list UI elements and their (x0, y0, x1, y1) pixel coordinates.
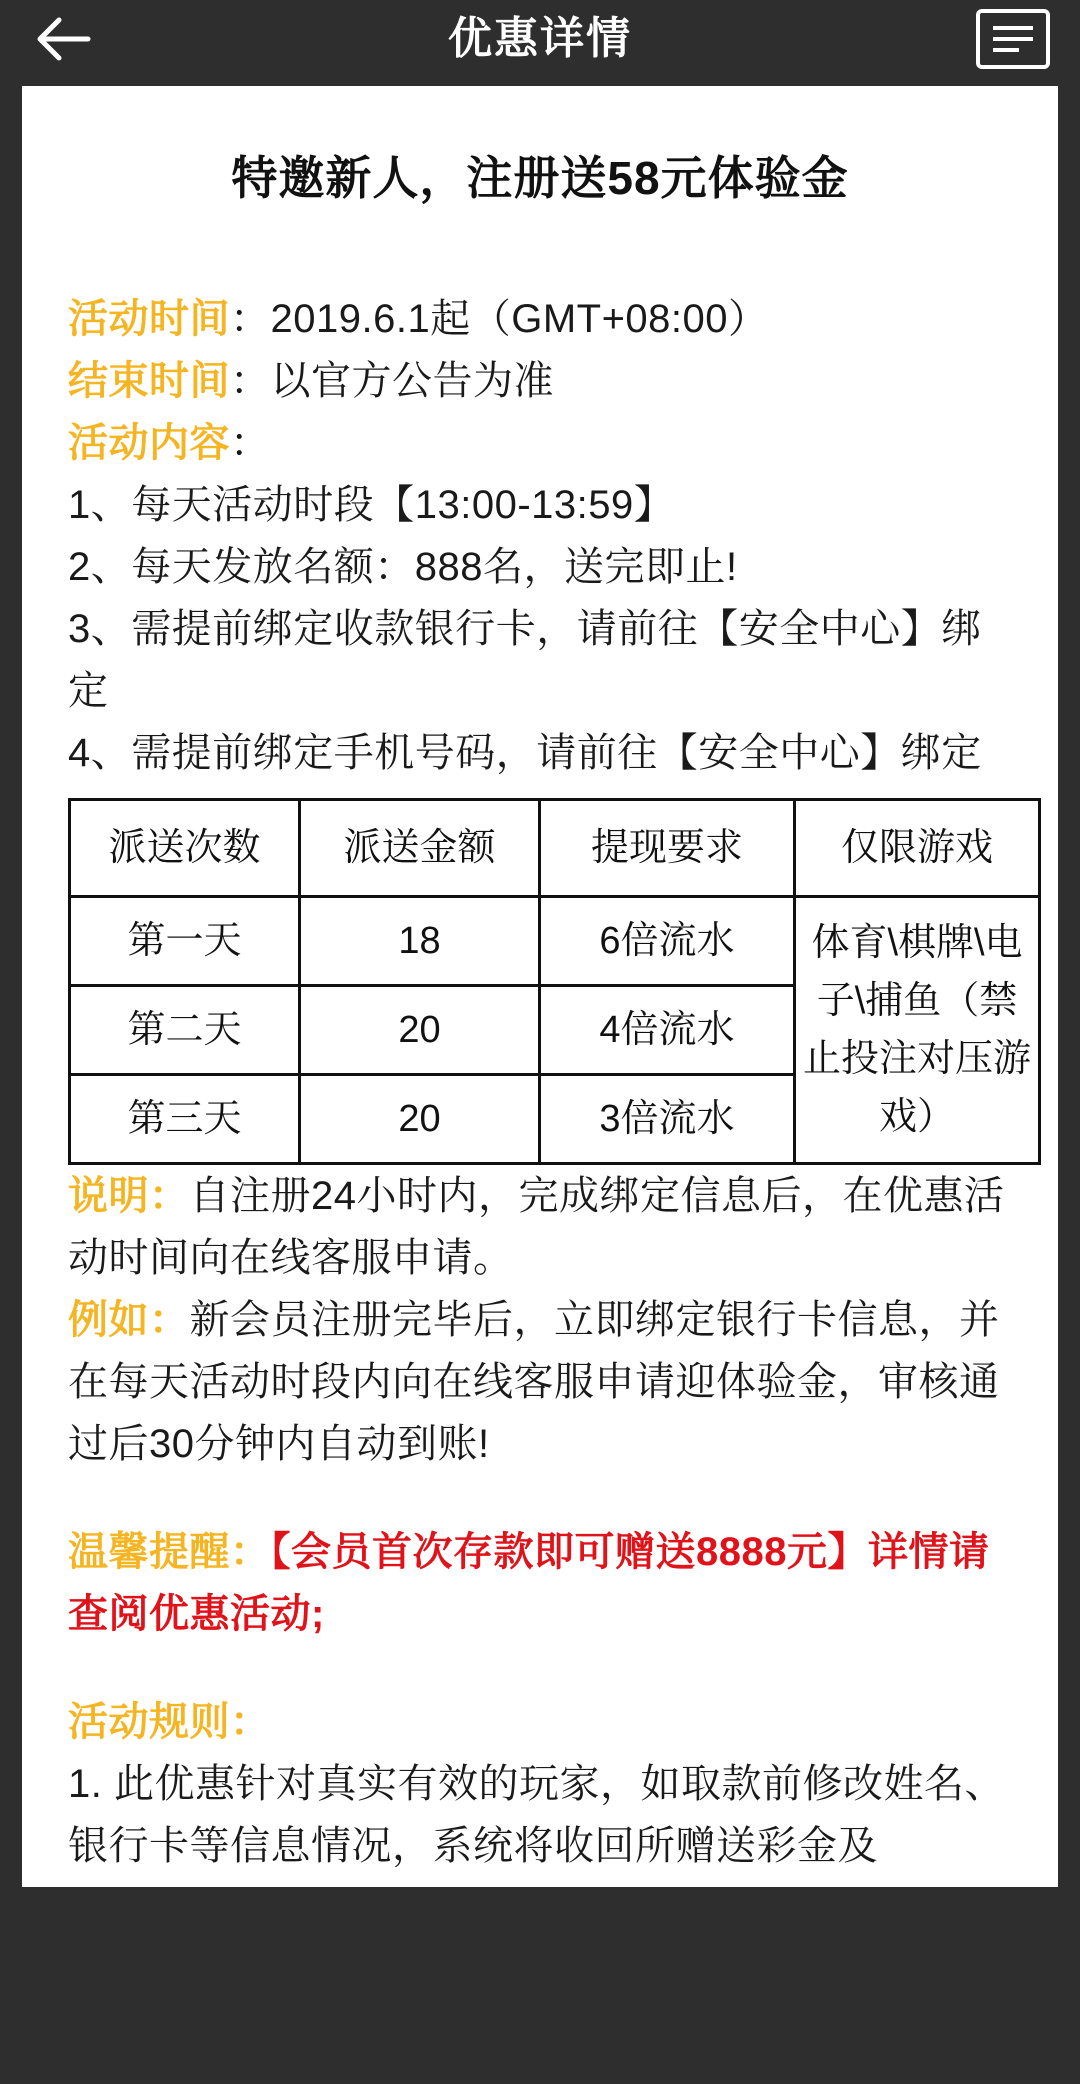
promo-content-sep: ： (230, 421, 271, 465)
table-cell-rollover-2: 4倍流水 (540, 986, 795, 1075)
promo-content-item-1: 1、每天活动时段【13:00-13:59】 (68, 483, 675, 527)
promo-content-item-2: 2、每天发放名额：888名，送完即止! (68, 545, 738, 589)
promo-detail-card (22, 86, 1058, 1887)
promo-note-example (68, 1289, 1012, 1475)
table-header-cell-3: 提现要求 (540, 800, 795, 897)
promo-title: 特邀新人，注册送58元体验金 (231, 152, 849, 204)
table-header-cell-2: 派送金额 (300, 800, 540, 897)
promo-note-explanation (68, 1165, 1012, 1289)
promo-end-time-value: 以官方公告为准 (270, 359, 554, 403)
promo-note-example-text: 新会员注册完毕后，立即绑定银行卡信息，并在每天活动时段内向在线客服申请迎体验金，审核通过后30分钟内自动到账! (68, 1298, 1000, 1466)
table-row (70, 897, 1040, 986)
table-cell-day-3: 第三天 (70, 1075, 300, 1164)
promo-note-explanation-text: 自注册24小时内，完成绑定信息后，在优惠活动时间向在线客服申请。 (68, 1174, 1005, 1280)
menu-line-1 (993, 26, 1033, 30)
promo-end-time-row (68, 350, 1012, 412)
promo-content-item-3: 3、需提前绑定收款银行卡，请前往【安全中心】绑定 (68, 607, 982, 713)
top-navigation-bar (0, 0, 1080, 78)
title-spacer (68, 226, 1012, 288)
promo-rules-heading (68, 1691, 1012, 1753)
table-cell-amount-2: 20 (300, 986, 540, 1075)
rules-spacer (68, 1645, 1012, 1691)
table-cell-amount-3: 20 (300, 1075, 540, 1164)
promo-rule-item-1: 1. 此优惠针对真实有效的玩家，如取款前修改姓名、银行卡等信息情况，系统将收回所赠送彩金及 (68, 1762, 1005, 1868)
table-header-row (70, 800, 1040, 897)
promo-start-time-label: 活动时间 (68, 297, 230, 341)
table-cell-day-2: 第二天 (70, 986, 300, 1075)
promo-end-time-label: 结束时间 (68, 359, 230, 403)
promo-warm-tip-text: 【会员首次存款即可赠送8888元】详情请查阅优惠活动; (68, 1530, 990, 1636)
table-cell-day-1: 第一天 (70, 897, 300, 986)
page-title: 优惠详情 (448, 14, 632, 63)
table-cell-rollover-1: 6倍流水 (540, 897, 795, 986)
table-cell-amount-1: 18 (300, 897, 540, 986)
promo-content-label: 活动内容 (68, 421, 230, 465)
table-cell-games: 体育\棋牌\电子\捕鱼（禁止投注对压游戏） (795, 897, 1040, 1164)
hamburger-menu-icon[interactable] (976, 9, 1050, 69)
promo-table (68, 798, 1041, 1165)
promo-warm-tip-label: 温馨提醒： (68, 1530, 271, 1574)
promo-note-explanation-label: 说明： (68, 1174, 190, 1218)
promo-start-time-sep: ： (230, 297, 271, 341)
table-header-cell-1: 派送次数 (70, 800, 300, 897)
promo-start-time-row (68, 288, 1012, 350)
promo-end-time-sep: ： (230, 359, 271, 403)
promo-start-time-value: 2019.6.1起（GMT+08:00） (270, 297, 769, 341)
promo-note-example-label: 例如： (68, 1298, 190, 1342)
promo-content-heading-row (68, 412, 1012, 474)
arrow-left-icon (35, 16, 91, 62)
tip-spacer (68, 1475, 1012, 1521)
menu-line-3 (993, 48, 1019, 52)
promo-content-item-4: 4、需提前绑定手机号码，请前往【安全中心】绑定 (68, 731, 982, 775)
table-header-cell-4: 仅限游戏 (795, 800, 1040, 897)
promo-warm-tip (68, 1521, 1012, 1645)
promo-rules-label: 活动规则： (68, 1700, 271, 1744)
menu-line-2 (993, 37, 1033, 41)
back-button[interactable] (34, 10, 92, 68)
table-cell-rollover-3: 3倍流水 (540, 1075, 795, 1164)
